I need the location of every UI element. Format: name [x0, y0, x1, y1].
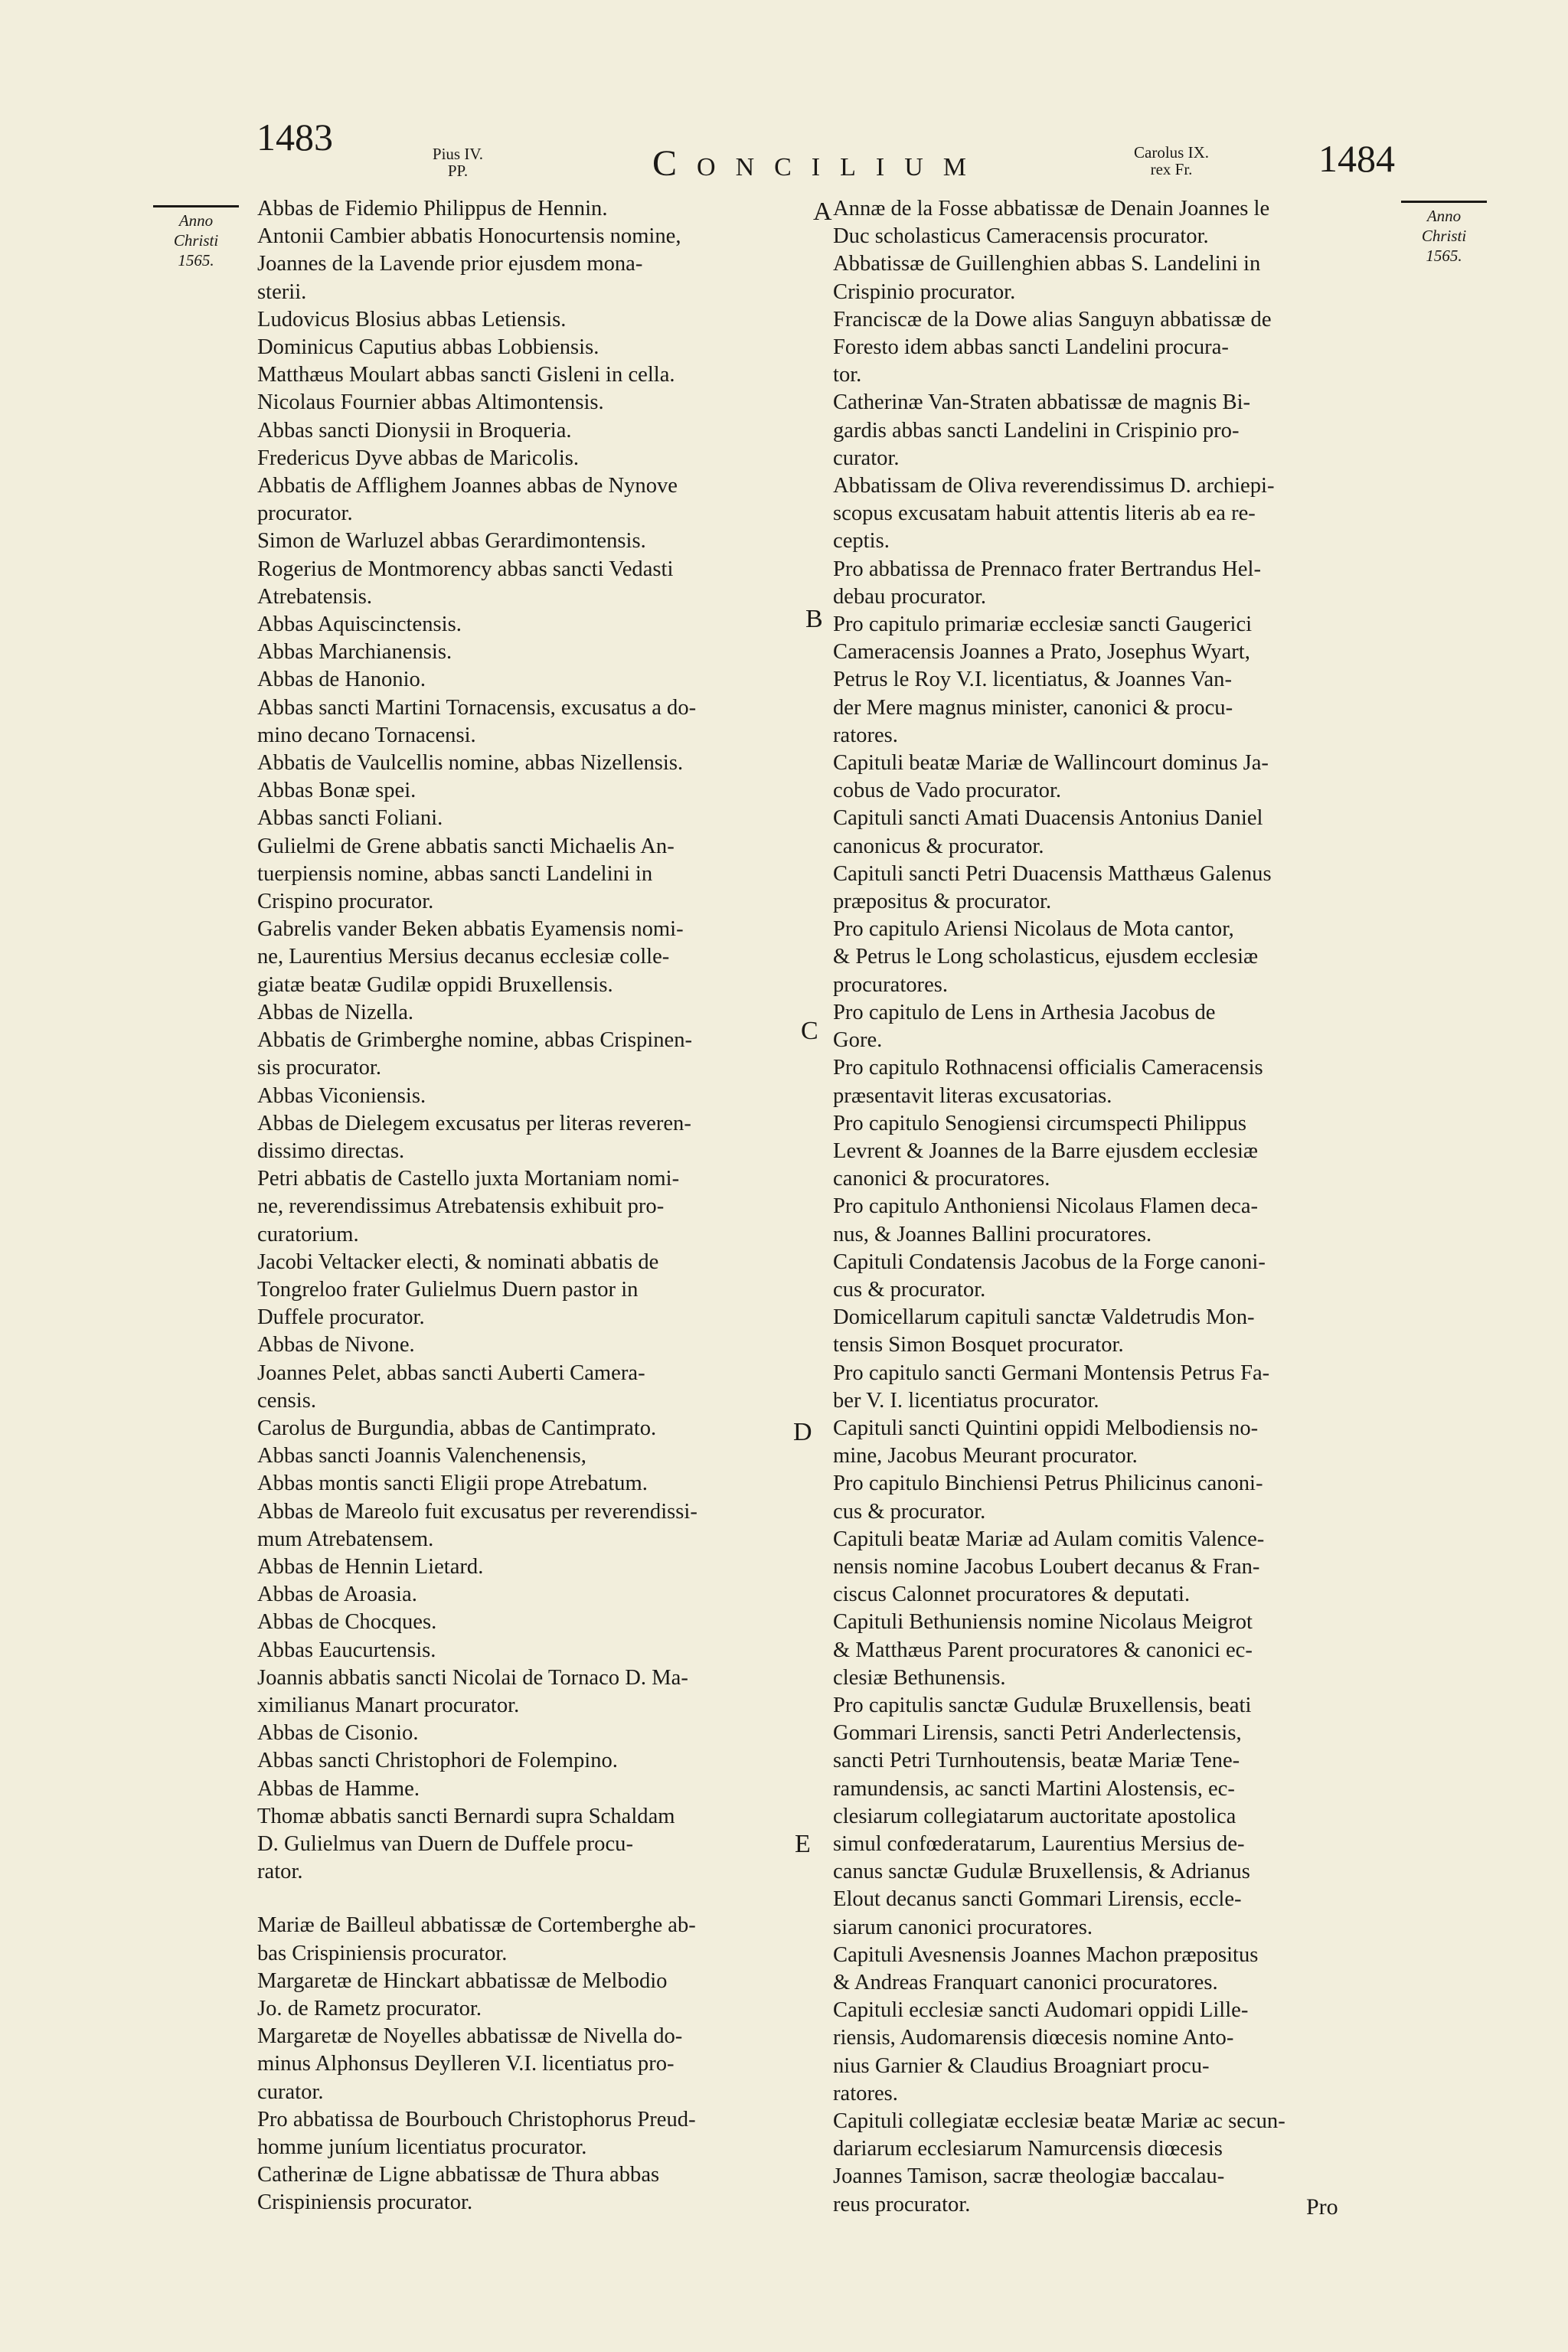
entry-line: & Petrus le Long scholasticus, ejusdem ecclesiæ [833, 945, 1259, 969]
entry-line: censis. [257, 1388, 317, 1413]
entry-line: Capituli sancti Petri Duacensis Matthæus Galenus [833, 861, 1272, 886]
entry-line: Abbas de Dielegem excusatus per literas reveren- [257, 1111, 691, 1135]
king-title: rex Fr. [1150, 160, 1193, 178]
entry-line: Abbas de Cisonio. [257, 1721, 419, 1746]
entry-line: clesiarum collegiatarum auctoritate apostolica [833, 1804, 1236, 1828]
list-entry [833, 389, 1390, 472]
list-entry [257, 1637, 805, 1664]
entry-line: Levrent & Joannes de la Barre ejusdem ecclesiæ [833, 1138, 1258, 1163]
pope-running-head [420, 145, 496, 179]
list-entry [257, 1360, 805, 1415]
list-entry [257, 999, 805, 1027]
entry-line: Abbas de Nizella. [257, 1000, 414, 1024]
list-entry [257, 1747, 805, 1775]
entry-line: Jo. de Rametz procurator. [257, 1997, 482, 2020]
list-entry [833, 1054, 1390, 1109]
entry-line: Pro abbatissa de Bourbouch Christophorus Preud- [257, 2107, 696, 2132]
entry-line: Abbas sancti Christophori de Folempino. [257, 1749, 618, 1773]
entry-line: ratores. [833, 2081, 898, 2105]
entry-line: Fredericus Dyve abbas de Maricolis. [257, 446, 580, 470]
side-note-left [150, 205, 242, 270]
entry-line: gardis abbas sancti Landelini in Crispinio pro- [833, 418, 1240, 443]
entry-line: Abbas montis sancti Eligii prope Atrebatum. [257, 1472, 648, 1496]
entry-line: curator. [833, 446, 900, 470]
list-entry [257, 916, 805, 999]
entry-line: Pro capitulo de Lens in Arthesia Jacobus de [833, 1000, 1216, 1024]
list-entry [257, 1470, 805, 1498]
list-entry [257, 195, 805, 223]
entry-line: præpositus & procurator. [833, 890, 1052, 914]
entry-line: Pro abbatissa de Prennaco frater Bertrandus Hel- [833, 557, 1261, 581]
list-entry [257, 666, 805, 694]
list-entry [257, 2106, 805, 2161]
entry-line: nus, & Joannes Ballini procuratores. [833, 1222, 1152, 1246]
list-entry [257, 417, 805, 445]
entry-line: Gore. [833, 1028, 883, 1053]
side-note-right [1398, 201, 1490, 266]
entry-line: mino decano Tornacensi. [257, 723, 476, 747]
entry-line: Petrus le Roy V.I. licentiatus, & Joannes Van- [833, 668, 1232, 692]
list-entry [257, 750, 805, 777]
list-entry [833, 999, 1390, 1054]
entry-line: canonici & procuratores. [833, 1167, 1050, 1191]
entry-line: Catherinæ Van-Straten abbatissæ de magnis Bi- [833, 390, 1251, 415]
entry-line: ramundensis, ac sancti Martini Alostensis, ec- [833, 1776, 1235, 1801]
list-entry [257, 445, 805, 472]
list-entry [833, 250, 1390, 305]
entry-line: Rogerius de Montmorency abbas sancti Vedasti [257, 557, 674, 581]
list-entry [257, 1498, 805, 1553]
list-entry [833, 611, 1390, 750]
margin-letter-a: A [813, 198, 832, 226]
entry-line: Foresto idem abbas sancti Landelini procura- [833, 335, 1229, 360]
list-entry [257, 805, 805, 832]
list-entry [257, 1775, 805, 1803]
entry-line: Abbatis de Grimberghe nomine, abbas Crispinen- [257, 1028, 693, 1053]
list-entry [257, 1720, 805, 1747]
list-entry [257, 1027, 805, 1082]
entry-line: Dominicus Caputius abbas Lobbiensis. [257, 335, 599, 360]
entry-line: Capituli collegiatæ ecclesiæ beatæ Mariæ ac secun- [833, 2109, 1285, 2134]
list-entry [257, 1442, 805, 1470]
list-entry [257, 1249, 805, 1332]
entry-line: curatorium. [257, 1222, 359, 1246]
list-entry [833, 1304, 1390, 1359]
entry-line: tuerpiensis nomine, abbas sancti Landelini in [257, 861, 653, 886]
list-entry [833, 195, 1390, 250]
entry-line: Abbas sancti Martini Tornacensis, excusatus a do- [257, 695, 697, 720]
entry-line: Mariæ de Bailleul abbatissæ de Cortemberghe ab- [257, 1913, 696, 1938]
entry-line: cobus de Vado procurator. [833, 779, 1062, 803]
entry-line: D. Gulielmus van Duern de Duffele procu- [257, 1831, 633, 1856]
list-entry [833, 1249, 1390, 1304]
entry-line: ximilianus Manart procurator. [257, 1693, 520, 1717]
list-entry [833, 1942, 1390, 1997]
pope-name: Pius IV. [432, 145, 484, 163]
entry-line: Pro capitulo Senogiensi circumspecti Philippus [833, 1111, 1247, 1135]
list-entry [257, 1415, 805, 1442]
list-entry [833, 306, 1390, 390]
entry-line: Abbas Eaucurtensis. [257, 1638, 436, 1662]
entry-line: riensis, Audomarensis diœcesis nomine Anto- [833, 2026, 1234, 2050]
entry-line: Gabrelis vander Beken abbatis Eyamensis nomi- [257, 917, 684, 942]
list-entry [257, 556, 805, 611]
entry-line: Capituli ecclesiæ sancti Audomari oppidi Lille- [833, 1998, 1249, 2023]
entry-line: siarum canonici procuratores. [833, 1915, 1093, 1939]
entry-line: Catherinæ de Ligne abbatissæ de Thura abbas [257, 2163, 660, 2187]
entry-line: Ludovicus Blosius abbas Letiensis. [257, 307, 567, 332]
entry-line: Pro capitulis sanctæ Gudulæ Bruxellensis, beati [833, 1693, 1252, 1717]
list-entry [257, 1110, 805, 1165]
entry-line: der Mere magnus minister, canonici & procu- [833, 695, 1233, 720]
list-entry [257, 1803, 805, 1886]
entry-line: Antonii Cambier abbatis Honocurtensis nomine, [257, 224, 681, 249]
entry-line: ber V. I. licentiatus procurator. [833, 1388, 1099, 1413]
list-entry [833, 1470, 1390, 1525]
entry-line: Margaretæ de Hinckart abbatissæ de Melbodio [257, 1968, 668, 1993]
right-column [833, 195, 1390, 2219]
entry-line: Abbas sancti Dionysii in Broqueria. [257, 418, 572, 443]
list-entry [257, 1912, 805, 1967]
entry-line: homme juníum licentiatus procurator. [257, 2135, 587, 2160]
entry-line: Abbas de Nivone. [257, 1333, 415, 1357]
margin-letter-d: D [793, 1418, 812, 1446]
list-entry [257, 2023, 805, 2106]
entry-line: Crispinio procurator. [833, 279, 1016, 304]
entry-line: Elout decanus sancti Gommari Lirensis, eccle- [833, 1887, 1242, 1912]
entry-line: Abbas de Aroasia. [257, 1583, 417, 1607]
entry-line: Pro capitulo primariæ ecclesiæ sancti Gaugerici [833, 612, 1253, 637]
entry-line: Capituli Condatensis Jacobus de la Forge canoni- [833, 1250, 1266, 1274]
entry-line: Capituli sancti Amati Duacensis Antonius Daniel [833, 806, 1263, 831]
entry-line: cus & procurator. [833, 1499, 986, 1524]
list-entry [833, 1193, 1390, 1248]
list-entry [257, 1331, 805, 1359]
entry-line: Pro capitulo Binchiensi Petrus Philicinus canoni- [833, 1472, 1263, 1496]
entry-line: tensis Simon Bosquet procurator. [833, 1333, 1124, 1357]
list-entry [257, 1581, 805, 1609]
list-entry [833, 1110, 1390, 1194]
list-entry [257, 777, 805, 805]
section-gap [257, 1886, 805, 1912]
list-entry [257, 528, 805, 555]
entry-line: Joannes Pelet, abbas sancti Auberti Camera- [257, 1361, 645, 1385]
entry-line: Capituli Avesnensis Joannes Machon præpositus [833, 1942, 1259, 1967]
list-entry [257, 361, 805, 389]
entry-line: Pro capitulo sancti Germani Montensis Petrus Fa- [833, 1361, 1270, 1385]
entry-line: mine, Jacobus Meurant procurator. [833, 1444, 1138, 1468]
entry-line: canus sanctæ Gudulæ Bruxellensis, & Adrianus [833, 1860, 1250, 1884]
entry-line: Joannes de la Lavende prior ejusdem mona- [257, 252, 643, 276]
entry-line: nensis nomine Jacobus Loubert decanus & Fran- [833, 1554, 1260, 1579]
entry-line: Capituli Bethuniensis nomine Nicolaus Meigrot [833, 1610, 1253, 1635]
entry-line: scopus excusatam habuit attentis literis ab ea re- [833, 501, 1256, 526]
entry-line: Petri abbatis de Castello juxta Mortaniam nomi- [257, 1167, 680, 1191]
entry-line: Abbas de Hamme. [257, 1776, 420, 1801]
list-entry [257, 1553, 805, 1581]
list-entry [257, 611, 805, 639]
list-entry [833, 861, 1390, 916]
list-entry [257, 472, 805, 528]
list-entry [833, 916, 1390, 999]
entry-line: Abbatis de Afflighem Joannes abbas de Nynove [257, 474, 678, 498]
running-title: Concilium [652, 143, 986, 184]
side-note-anno: Anno [178, 211, 214, 230]
entry-line: Abbatis de Vaulcellis nomine, abbas Nizellensis. [257, 751, 684, 776]
entry-line: rator. [257, 1860, 303, 1884]
entry-line: & Matthæus Parent procuratores & canonici ec- [833, 1638, 1253, 1662]
entry-line: Margaretæ de Noyelles abbatissæ de Nivella do- [257, 2024, 683, 2049]
entry-line: ne, Laurentius Mersius decanus ecclesiæ colle- [257, 945, 670, 969]
entry-line: Abbas de Hanonio. [257, 668, 426, 692]
list-entry [257, 639, 805, 666]
entry-line: dariarum ecclesiarum Namurcensis diœcesis [833, 2137, 1223, 2161]
side-note-christi: Christi [1421, 227, 1467, 245]
entry-line: Joannes Tamison, sacræ theologiæ baccalau- [833, 2164, 1225, 2189]
entry-line: Abbas de Hennin Lietard. [257, 1554, 484, 1579]
entry-line: & Andreas Franquart canonici procuratores. [833, 1971, 1218, 1994]
list-entry [257, 1609, 805, 1636]
entry-line: Duc scholasticus Cameracensis procurator. [833, 224, 1209, 249]
pope-title: PP. [447, 162, 469, 180]
list-entry [833, 472, 1390, 556]
entry-line: ciscus Calonnet procuratores & deputati. [833, 1583, 1191, 1607]
entry-line: tor. [833, 363, 862, 387]
entry-line: Gulielmi de Grene abbatis sancti Michaelis An- [257, 834, 675, 858]
entry-line: Capituli beatæ Mariæ de Wallincourt dominus Ja- [833, 751, 1269, 776]
list-entry [257, 223, 805, 306]
entry-line: reus procurator. [833, 2192, 971, 2216]
side-note-year: 1565. [178, 251, 214, 270]
entry-line: Thomæ abbatis sancti Bernardi supra Schaldam [257, 1804, 675, 1828]
entry-line: ne, reverendissimus Atrebatensis exhibuit pro- [257, 1194, 665, 1219]
king-running-head [1095, 144, 1248, 178]
king-name: Carolus IX. [1134, 143, 1209, 162]
entry-line: sancti Petri Turnhoutensis, beatæ Mariæ Tene- [833, 1749, 1240, 1773]
page-number-left: 1483 [256, 116, 333, 158]
page-number-right: 1484 [1318, 137, 1395, 180]
entry-line: Simon de Warluzel abbas Gerardimontensis. [257, 529, 646, 554]
entry-line: Abbatissam de Oliva reverendissimus D. archiepi- [833, 474, 1275, 498]
entry-line: Abbas Bonæ spei. [257, 779, 416, 803]
entry-line: Abbas Marchianensis. [257, 640, 452, 665]
entry-line: nius Garnier & Claudius Broagniart procu- [833, 2053, 1210, 2078]
entry-line: Abbas de Chocques. [257, 1610, 437, 1635]
entry-line: procuratores. [833, 972, 949, 997]
list-entry [833, 750, 1390, 805]
entry-line: cus & procurator. [833, 1277, 986, 1302]
entry-line: Nicolaus Fournier abbas Altimontensis. [257, 390, 604, 415]
catchword: Pro [1306, 2194, 1338, 2220]
entry-line: Atrebatensis. [257, 584, 373, 609]
entry-line: Joannis abbatis sancti Nicolai de Tornaco D. Ma- [257, 1665, 688, 1690]
list-entry [257, 1968, 805, 2023]
entry-line: Pro capitulo Ariensi Nicolaus de Mota cantor, [833, 917, 1234, 942]
entry-line: Domicellarum capituli sanctæ Valdetrudis Mon- [833, 1305, 1255, 1330]
entry-line: Capituli beatæ Mariæ ad Aulam comitis Valence- [833, 1527, 1265, 1551]
entry-line: Capituli sancti Quintini oppidi Melbodiensis no- [833, 1416, 1259, 1440]
entry-line: Gommari Lirensis, sancti Petri Anderlectensis, [833, 1721, 1242, 1746]
entry-line: Abbas de Fidemio Philippus de Hennin. [257, 197, 608, 220]
side-note-year: 1565. [1426, 247, 1462, 265]
entry-line: Annæ de la Fosse abbatissæ de Denain Joannes le [833, 197, 1270, 220]
list-entry [833, 1360, 1390, 1415]
list-entry [257, 1083, 805, 1110]
entry-line: Jacobi Veltacker electi, & nominati abbatis de [257, 1250, 659, 1274]
entry-line: præsentavit literas excusatorias. [833, 1083, 1112, 1108]
entry-line: Abbas Aquiscinctensis. [257, 612, 462, 637]
entry-line: minus Alphonsus Deylleren V.I. licentiatus pro- [257, 2052, 675, 2076]
margin-letter-c: C [801, 1017, 818, 1045]
list-entry [833, 1609, 1390, 1692]
entry-line: Carolus de Burgundia, abbas de Cantimprato. [257, 1416, 657, 1440]
entry-line: sterii. [257, 279, 307, 304]
entry-line: ceptis. [833, 529, 890, 554]
entry-line: dissimo directas. [257, 1138, 405, 1163]
list-entry [833, 1692, 1390, 1942]
entry-line: Abbas sancti Foliani. [257, 806, 443, 831]
left-column [257, 195, 805, 2217]
entry-line: Pro capitulo Anthoniensi Nicolaus Flamen deca- [833, 1194, 1259, 1219]
entry-line: ratores. [833, 723, 898, 747]
list-entry [257, 2161, 805, 2216]
entry-line: debau procurator. [833, 584, 987, 609]
list-entry [833, 1997, 1390, 2108]
list-entry [257, 1165, 805, 1249]
entry-line: clesiæ Bethunensis. [833, 1665, 1006, 1690]
entry-line: Duffele procurator. [257, 1305, 425, 1330]
entry-line: Abbas de Mareolo fuit excusatus per reverendissi- [257, 1499, 697, 1524]
entry-line: canonicus & procurator. [833, 834, 1044, 858]
margin-letter-e: E [795, 1830, 811, 1858]
list-entry [257, 833, 805, 916]
entry-line: Pro capitulo Rothnacensi officialis Cameracensis [833, 1056, 1263, 1080]
entry-line: Crispino procurator. [257, 890, 434, 914]
entry-line: Matthæus Moulart abbas sancti Gisleni in cella. [257, 363, 675, 387]
entry-line: Franciscæ de la Dowe alias Sanguyn abbatissæ de [833, 307, 1272, 332]
list-entry [257, 694, 805, 750]
margin-letter-b: B [805, 605, 823, 633]
list-entry [257, 389, 805, 416]
entry-line: Crispiniensis procurator. [257, 2190, 473, 2215]
list-entry [257, 306, 805, 334]
entry-line: giatæ beatæ Gudilæ oppidi Bruxellensis. [257, 972, 613, 997]
entry-line: sis procurator. [257, 1056, 381, 1080]
entry-line: Cameracensis Joannes a Prato, Josephus Wyart, [833, 640, 1250, 665]
entry-line: Abbatissæ de Guillenghien abbas S. Landelini in [833, 252, 1261, 276]
list-entry [257, 1664, 805, 1720]
list-entry [833, 556, 1390, 611]
list-entry [833, 1415, 1390, 1470]
entry-line: curator. [257, 2079, 324, 2104]
entry-line: procurator. [257, 501, 353, 526]
entry-line: simul confœderatarum, Laurentius Mersius de- [833, 1831, 1245, 1856]
entry-line: Abbas sancti Joannis Valenchenensis, [257, 1444, 586, 1468]
entry-line: Tongreloo frater Gulielmus Duern pastor in [257, 1277, 639, 1302]
entry-line: mum Atrebatensem. [257, 1527, 434, 1551]
entry-line: bas Crispiniensis procurator. [257, 1941, 508, 1965]
side-note-anno: Anno [1426, 207, 1462, 225]
list-entry [257, 334, 805, 361]
entry-line: Abbas Viconiensis. [257, 1083, 426, 1108]
list-entry [833, 805, 1390, 860]
list-entry [833, 1526, 1390, 1609]
side-note-christi: Christi [173, 231, 219, 250]
